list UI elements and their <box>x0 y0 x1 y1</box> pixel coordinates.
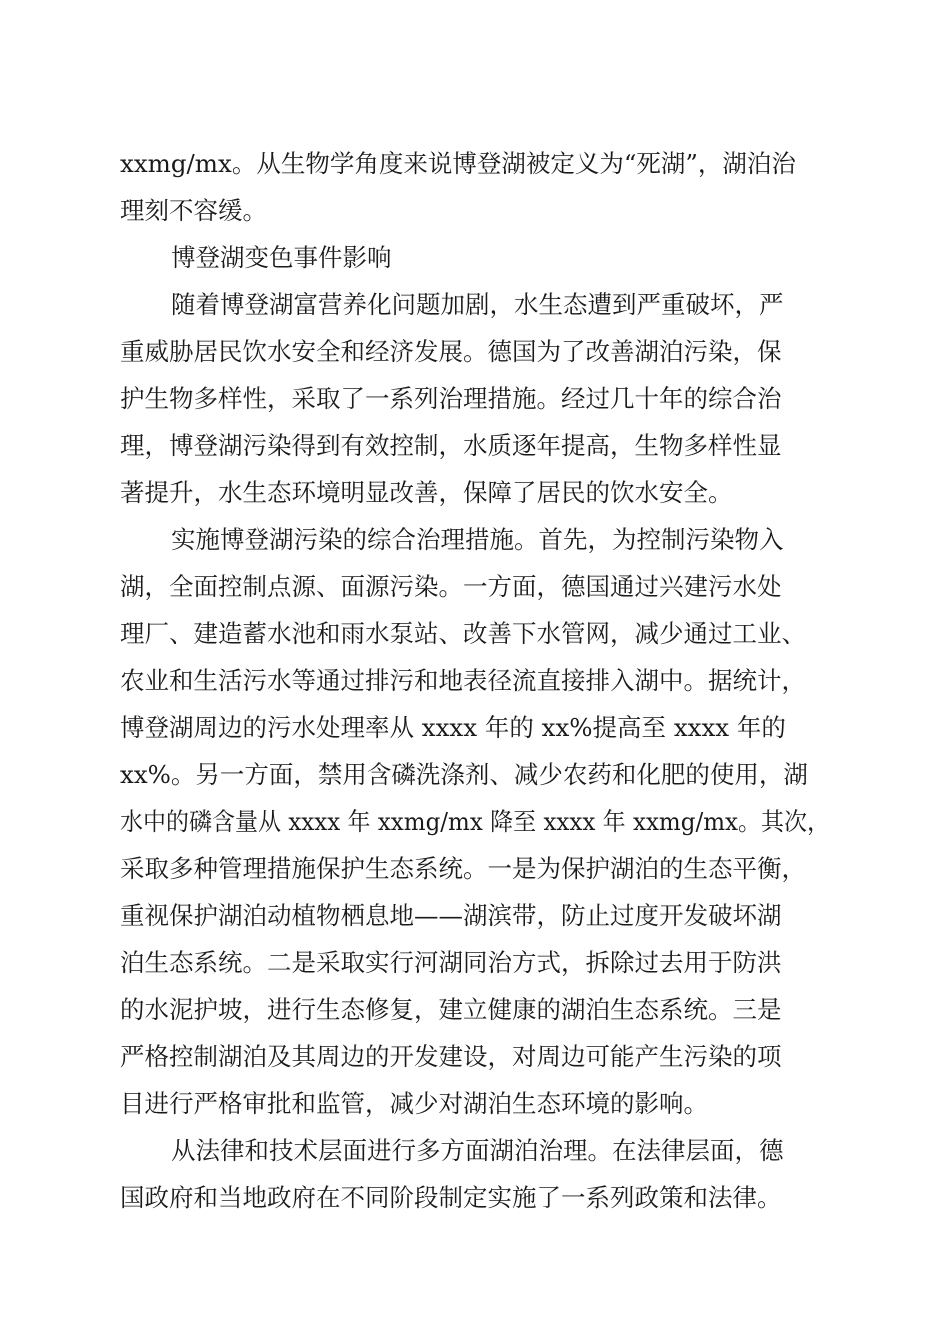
text-line <box>0 281 950 329</box>
line-text: 采取多种管理措施保护生态系统。一是为保护湖泊的生态平衡， <box>120 854 806 883</box>
line-text: 国政府和当地政府在不同阶段制定实施了一系列政策和法律。 <box>120 1183 782 1212</box>
text-line <box>0 892 950 940</box>
text-line <box>0 798 950 846</box>
text-line <box>0 704 950 752</box>
text-line <box>0 375 950 423</box>
line-text: 严格控制湖泊及其周边的开发建设，对周边可能产生污染的项 <box>120 1042 782 1071</box>
text-line <box>0 939 950 987</box>
line-text: 著提升，水生态环境明显改善，保障了居民的饮水安全。 <box>120 478 733 507</box>
line-text: 从法律和技术层面进行多方面湖泊治理。在法律层面，德 <box>171 1136 784 1165</box>
text-line <box>0 751 950 799</box>
line-text: 水中的磷含量从 xxxx 年 xxmg/mx 降至 xxxx 年 xxmg/mx。其次， <box>120 807 830 836</box>
line-text: xx%。另一方面，禁用含磷洗涤剂、减少农药和化肥的使用，湖 <box>120 760 808 789</box>
text-line <box>0 140 950 188</box>
line-text: 实施博登湖污染的综合治理措施。首先，为控制污染物入 <box>171 525 784 554</box>
line-text: 重威胁居民饮水安全和经济发展。德国为了改善湖泊污染，保 <box>120 337 782 366</box>
text-line <box>0 610 950 658</box>
line-text: 博登湖周边的污水处理率从 xxxx 年的 xx%提高至 xxxx 年的 <box>120 713 786 742</box>
text-line <box>0 516 950 564</box>
line-text: 重视保护湖泊动植物栖息地——湖滨带，防止过度开发破坏湖 <box>120 901 782 930</box>
line-text: 理，博登湖污染得到有效控制，水质逐年提高，生物多样性显 <box>120 431 782 460</box>
text-line <box>0 845 950 893</box>
line-text: 目进行严格审批和监管，减少对湖泊生态环境的影响。 <box>120 1089 708 1118</box>
line-text: 湖，全面控制点源、面源污染。一方面，德国通过兴建污水处 <box>120 572 782 601</box>
text-line <box>0 1080 950 1128</box>
text-line <box>0 422 950 470</box>
text-line <box>0 469 950 517</box>
text-line <box>0 1127 950 1175</box>
text-line <box>0 657 950 705</box>
line-text: 泊生态系统。二是采取实行河湖同治方式，拆除过去用于防洪 <box>120 948 782 977</box>
line-text: 理刻不容缓。 <box>120 196 267 225</box>
text-line <box>0 563 950 611</box>
line-text: 理厂、建造蓄水池和雨水泵站、改善下水管网，减少通过工业、 <box>120 619 806 648</box>
line-text: 的水泥护坡，进行生态修复，建立健康的湖泊生态系统。三是 <box>120 995 782 1024</box>
text-line <box>0 328 950 376</box>
line-text: xxmg/mx。从生物学角度来说博登湖被定义为“死湖”，湖泊治 <box>120 149 796 178</box>
line-text: 护生物多样性，采取了一系列治理措施。经过几十年的综合治 <box>120 384 782 413</box>
section-heading <box>0 234 950 282</box>
line-text: 农业和生活污水等通过排污和地表径流直接排入湖中。据统计， <box>120 666 806 695</box>
text-line <box>0 187 950 235</box>
text-line <box>0 986 950 1034</box>
line-text: 随着博登湖富营养化问题加剧，水生态遭到严重破坏，严 <box>171 290 784 319</box>
text-line <box>0 1174 950 1222</box>
heading-text: 博登湖变色事件影响 <box>171 243 392 272</box>
text-line <box>0 1033 950 1081</box>
